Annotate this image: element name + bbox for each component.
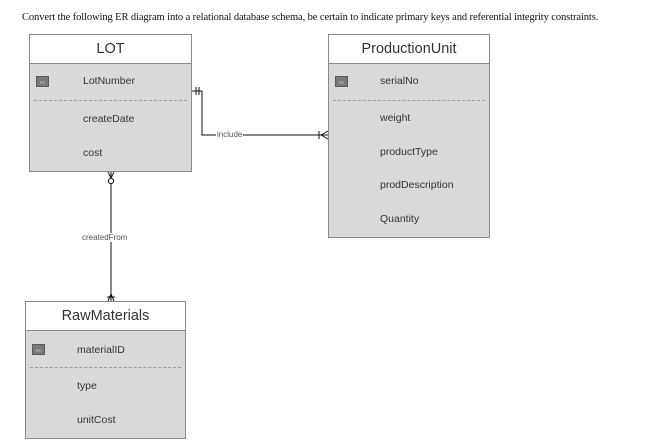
attribute: cost: [83, 147, 103, 159]
entity-title: RawMaterials: [26, 302, 185, 331]
primary-key-icon: PK: [32, 344, 45, 355]
attribute: weight: [380, 112, 411, 124]
attribute: productType: [380, 146, 438, 158]
attribute: prodDescription: [380, 179, 454, 191]
primary-key-attribute: serialNo: [380, 75, 419, 87]
instruction-text: Convert the following ER diagram into a relational database schema, be certain to indicate primary keys and referential integrity constraints.: [22, 12, 599, 23]
relationship-label-include: include: [217, 130, 243, 139]
include-connector: [192, 87, 328, 139]
primary-key-attribute: LotNumber: [83, 75, 135, 87]
entity-title: LOT: [30, 35, 191, 64]
primary-key-icon: PK: [335, 76, 348, 87]
attribute: Quantity: [380, 213, 420, 225]
entity-title: ProductionUnit: [329, 35, 489, 64]
relationship-label-created-from: createdFrom: [82, 233, 128, 242]
primary-key-attribute: materialID: [77, 344, 125, 356]
attribute: createDate: [83, 113, 135, 125]
attribute: unitCost: [77, 414, 116, 426]
primary-key-icon: PK: [36, 76, 49, 87]
attribute: type: [77, 380, 97, 392]
